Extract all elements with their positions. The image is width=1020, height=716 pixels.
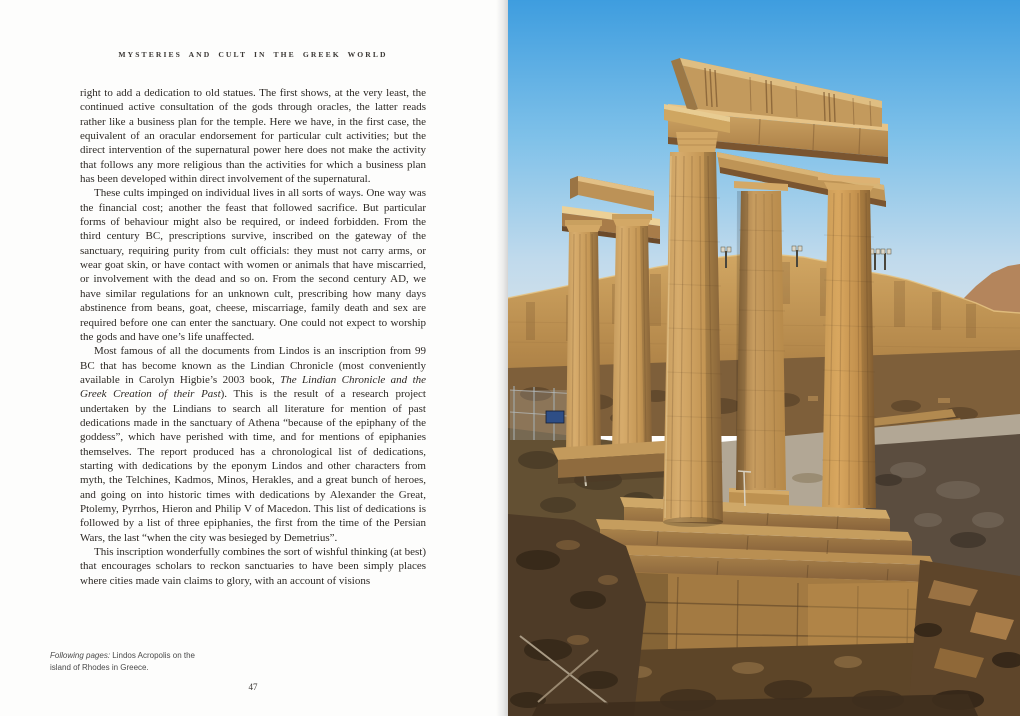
caption-text: Lindos Acropolis on the island of Rhodes in Greece. [50,651,195,672]
body-text [80,86,426,588]
photo-page [508,0,1020,716]
middle-column [729,181,789,509]
foreground-rocks-right [908,560,1020,716]
page-number: 47 [248,682,258,692]
paragraph-3 [80,344,426,545]
caption-lead-in: Following pages: [50,651,111,660]
page-gutter [496,0,508,716]
blue-sign [546,411,564,423]
left-page [0,0,508,716]
running-header: MYSTERIES AND CULT IN THE GREEK WORLD [118,50,388,59]
paragraph-3-book-title: The Lindian Chronicle and the Greek Creation of their Past [80,373,427,401]
paragraph-3-text-cont: ). This is the result of a research project undertaken by the Lindians to search all literature for mention of past dedications made in the sanctuary of Athena “because of the epiphany of the goddess”, which have perished with time, and for mentions of epiphanies themselves. The report produced has a chronological list of dedications, starting with dedications by the eponym Lindos and other characters from myth, the Telchines, Kadmos, Minos, Herakles, and a great bunch of heroes, and going on into historic times with dedications by Alexander the Great, Ptolemy, Pyrrhos, Hieron and Philip V of Macedon. This list of dedications is followed by a list of three epiphanies, the first from the time of the Persian Wars, the last “when the city was besieged by Demetrius”. [80,388,426,544]
paragraph-1: right to add a dedication to old statues. The first shows, at the very least, the continued active consultation of the gods through oracles, the latter reads rather like a business plan for the temple. Here we have, in the first case, the equivalent of an oracular endorsement for particular cult activities; but the direct intervention of the supernatural power here does not make the activity that follows any more religious than the activities for which a business plan has been developed within direct involvement of the supernatural. [80,87,426,186]
paragraph-2: These cults impinged on individual lives in all sorts of ways. One way was the financial cost; another the feast that followed sacrifice. But particular forms of behaviour might also be required, or indeed forbidden. From the third century BC, prescriptions survive, inscribed on the gateway of the sanctuary, requiring purity from cult officials: they must not carry arms, or wear goat skin, or have contact with women or animals that have miscarried, or involvement with the dead and so on. From the second century AD, we have similar regulations for an unknown cult, prescribing how many days abstinence from beans, goat, cheese, miscarriage, family death and sex are required before one can enter the sanctuary. One could not expect to worship the gods and have one’s life unaffected. [80,187,426,343]
lindos-acropolis-photo [508,0,1020,716]
photo-caption [50,650,195,673]
paragraph-4: This inscription wonderfully combines the sort of wishful thinking (at best) that encourages scholars to reckon sanctuaries to have been simply places where cities made vain claims to glory, with an account of visions [80,546,426,587]
paragraph-3-text: Most famous of all the documents from Lindos is an inscription from 99 BC that has become known as the Lindian Chronicle (most conveniently available in Carolyn Higbie’s 2003 book, [80,345,426,386]
